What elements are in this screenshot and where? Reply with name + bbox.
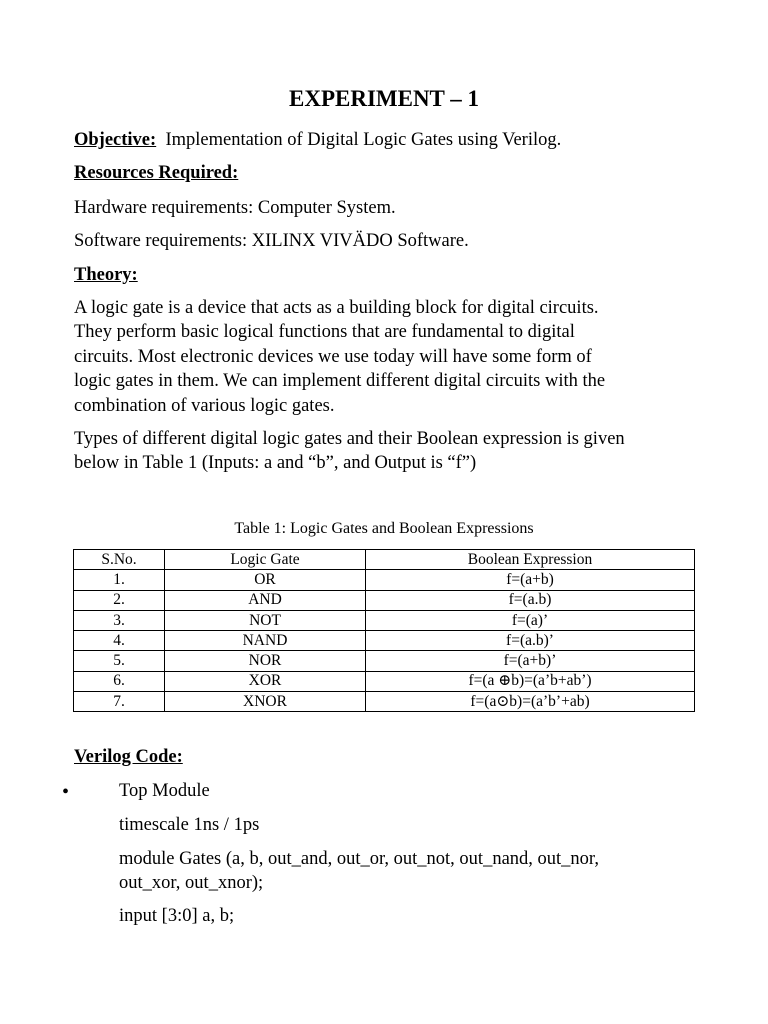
cell-sno: 7. [74, 692, 165, 712]
cell-gate: NOR [165, 651, 366, 671]
bullet-icon: • [62, 781, 70, 803]
cell-gate: NOT [165, 610, 366, 630]
theory-p1-line: circuits. Most electronic devices we use today will have some form of [74, 346, 592, 367]
cell-sno: 6. [74, 671, 165, 691]
cell-sno: 5. [74, 651, 165, 671]
cell-expression: f=(a.b) [366, 590, 695, 610]
cell-expression: f=(a+b) [366, 570, 695, 590]
hardware-requirements: Hardware requirements: Computer System. [74, 198, 396, 218]
theory-p2-line: Types of different digital logic gates and their Boolean expression is given [74, 429, 625, 449]
logic-gates-table [73, 549, 695, 712]
header-logic-gate: Logic Gate [165, 550, 366, 570]
verilog-heading: Verilog Code: [74, 747, 183, 767]
cell-sno: 2. [74, 590, 165, 610]
table-row [74, 651, 695, 671]
theory-paragraph-2 [74, 427, 714, 476]
objective-label: Objective: [74, 130, 157, 150]
theory-p1-line: A logic gate is a device that acts as a building block for digital circuits. [74, 298, 599, 318]
objective-text: Implementation of Digital Logic Gates using Verilog. [165, 130, 562, 150]
page-title: EXPERIMENT – 1 [289, 86, 479, 111]
table-caption: Table 1: Logic Gates and Boolean Expressions [234, 520, 534, 537]
cell-gate: XOR [165, 671, 366, 691]
table-row [74, 692, 695, 712]
theory-p1-line: They perform basic logical functions that are fundamental to digital [74, 322, 575, 343]
cell-gate: OR [165, 570, 366, 590]
resources-heading: Resources Required: [74, 163, 239, 183]
theory-p1-line: logic gates in them. We can implement different digital circuits with the [74, 371, 606, 392]
cell-expression: f=(a⊙b)=(a’b’+ab) [366, 692, 695, 712]
module-line-2: out_xor, out_xnor); [119, 873, 264, 893]
objective-line [74, 128, 561, 152]
table-row [74, 671, 695, 691]
cell-gate: AND [165, 590, 366, 610]
timescale-line: timescale 1ns / 1ps [119, 815, 260, 835]
table-row [74, 590, 695, 610]
cell-sno: 1. [74, 570, 165, 590]
table-row [74, 631, 695, 651]
software-requirements: Software requirements: XILINX VIVÄDO Software. [74, 231, 469, 251]
cell-gate: XNOR [165, 692, 366, 712]
input-line: input [3:0] a, b; [119, 906, 235, 926]
table-header-row [74, 550, 695, 570]
header-boolean-expression: Boolean Expression [366, 550, 695, 570]
table-row [74, 570, 695, 590]
cell-sno: 3. [74, 610, 165, 630]
theory-p2-line: below in Table 1 (Inputs: a and “b”, and Output is “f”) [74, 453, 477, 474]
cell-sno: 4. [74, 631, 165, 651]
cell-expression: f=(a ⊕b)=(a’b+ab’) [366, 671, 695, 691]
theory-paragraph-1 [74, 296, 714, 418]
table-row [74, 610, 695, 630]
theory-p1-line: combination of various logic gates. [74, 395, 335, 416]
cell-expression: f=(a+b)’ [366, 651, 695, 671]
cell-expression: f=(a)’ [366, 610, 695, 630]
theory-heading: Theory: [74, 265, 138, 285]
module-line-1: module Gates (a, b, out_and, out_or, out_not, out_nand, out_nor, [119, 849, 599, 869]
cell-gate: NAND [165, 631, 366, 651]
header-sno: S.No. [74, 550, 165, 570]
cell-expression: f=(a.b)’ [366, 631, 695, 651]
top-module-label: Top Module [119, 781, 210, 801]
